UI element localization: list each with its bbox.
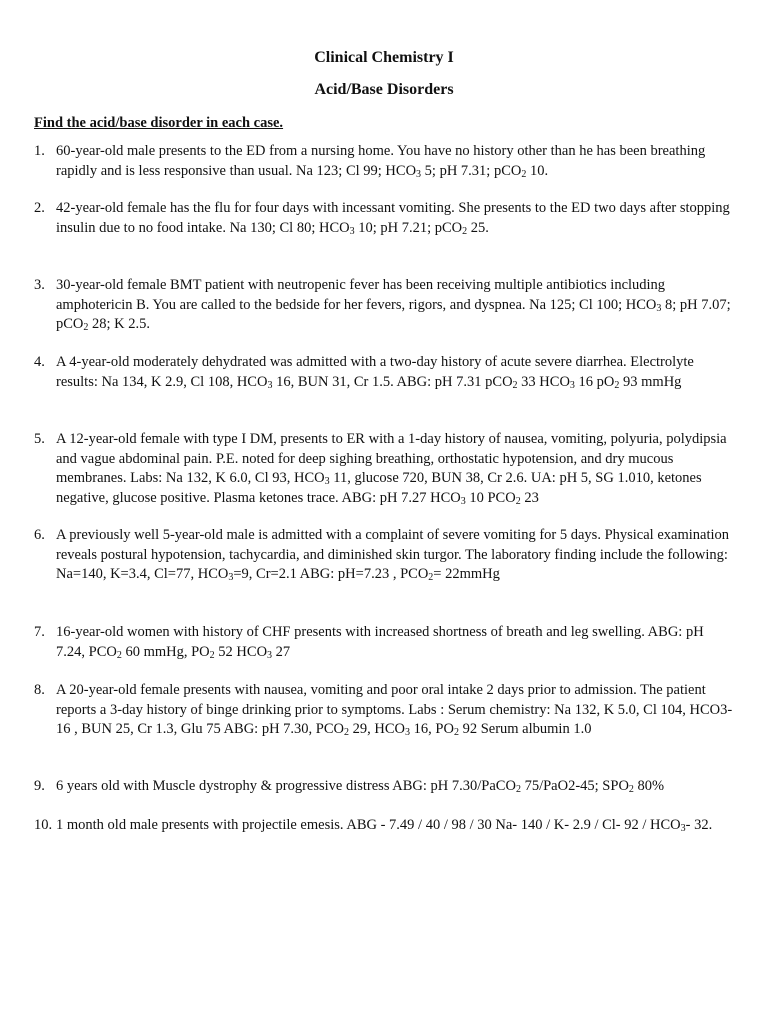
case-item bbox=[34, 681, 734, 740]
case-text: A 4-year-old moderately dehydrated was admitted with a two-day history of acute severe diarrhea. Electrolyte results: Na 134, K 2.9, Cl 108, $HCO_3$ 16, BUN 31, Cr 1.5. ABG: pH 7.31 pCO$_2$ 33 $HCO_3$ 16 $pO_2$ 93 mmHg bbox=[56, 354, 694, 391]
case-item bbox=[34, 353, 734, 392]
instruction-text: Find the acid/base disorder in each case. bbox=[34, 115, 284, 131]
case-number: 4. bbox=[34, 354, 45, 370]
case-number: 6. bbox=[34, 527, 45, 543]
case-item bbox=[34, 623, 734, 662]
case-text: 60-year-old male presents to the ED from a nursing home. You have no history other than he has been breathing rapidly and is less responsive than usual. Na 123; Cl 99; $HCO_3$ 5; pH 7.31; pCO$_2$ 10. bbox=[56, 143, 706, 180]
case-text: 6 years old with Muscle dystrophy & progressive distress ABG: pH 7.30/PaCO$_2$ 75/PaO2-45; $SPO_2$ 80% bbox=[56, 778, 665, 795]
case-number: 10. bbox=[34, 817, 53, 833]
case-item bbox=[34, 526, 734, 585]
case-item bbox=[34, 777, 734, 797]
document-subtitle: Acid/Base Disorders bbox=[314, 81, 454, 98]
case-number: 5. bbox=[34, 431, 45, 447]
case-item bbox=[34, 430, 734, 508]
case-item bbox=[34, 142, 734, 181]
case-text: A previously well 5-year-old male is admitted with a complaint of severe vomiting for 5 days. Physical examination reveals postural hypotension, tachycardia, and diminished skin turgor. The laboratory finding include the following: Na=140, K=3.4, Cl=77, $HCO_3=9$, Cr=2.1 ABG: pH=7.23 , $PCO_2=$ 22mmHg bbox=[56, 527, 729, 583]
case-item bbox=[34, 276, 734, 335]
document-title: Clinical Chemistry I bbox=[314, 49, 454, 66]
case-text: 42-year-old female has the flu for four days with incessant vomiting. She presents to the ED two days after stopping insulin due to no food intake. Na 130; Cl 80; $HCO_3$ 10; pH 7.21; pCO$_2$ 25. bbox=[56, 200, 730, 237]
case-text: A 12-year-old female with type I DM, presents to ER with a 1-day history of nausea, vomiting, polyuria, polydipsia and vague abdominal pain. P.E. noted for deep sighing breathing, orthostatic hypotension, and dry mucous membranes. Labs: Na 132, K 6.0, Cl 93, $HCO_3$ 11, glucose 720, BUN 38, Cr 2.6. UA: pH 5, SG 1.010, ketones negative, glucose positive. Plasma ketones trace. ABG: pH 7.27 $HCO_3$ 10 $PCO_2$ 23 bbox=[56, 431, 727, 507]
case-number: 2. bbox=[34, 200, 45, 216]
case-text: 1 month old male presents with projectile emesis. ABG - 7.49 / 40 / 98 / 30 Na- 140 / K- 2.9 / Cl- $92 / HCO_3-$ 32. bbox=[56, 817, 713, 834]
case-number: 7. bbox=[34, 624, 45, 640]
case-number: 8. bbox=[34, 682, 45, 698]
case-text: 30-year-old female BMT patient with neutropenic fever has been receiving multiple antibiotics including amphotericin B. You are called to the bedside for her fevers, rigors, and dyspnea. Na 125; Cl 100; $HCO_3$ 8; pH 7.07; pCO$_2$ 28; K 2.5. bbox=[56, 277, 731, 333]
case-text: A 20-year-old female presents with nausea, vomiting and poor oral intake 2 days prior to admission. The patient reports a 3-day history of binge drinking prior to symptoms. Labs : Serum chemistry: Na 132, K 5.0, Cl 104, HCO3- 16 , BUN 25, Cr 1.3, Glu 75 ABG: pH 7.30, $PCO_2$ 29, $HCO_3$ 16, $PO_2$ 92 Serum albumin 1.0 bbox=[56, 682, 733, 738]
case-number: 3. bbox=[34, 277, 45, 293]
case-item bbox=[34, 816, 734, 836]
case-item bbox=[34, 199, 734, 238]
case-text: 16-year-old women with history of CHF presents with increased shortness of breath and leg swelling. ABG: pH 7.24, $PCO_2$ 60 mmHg, $PO_2$ 52 $HCO_3$ 27 bbox=[56, 624, 704, 661]
case-number: 9. bbox=[34, 778, 45, 794]
case-number: 1. bbox=[34, 143, 45, 159]
